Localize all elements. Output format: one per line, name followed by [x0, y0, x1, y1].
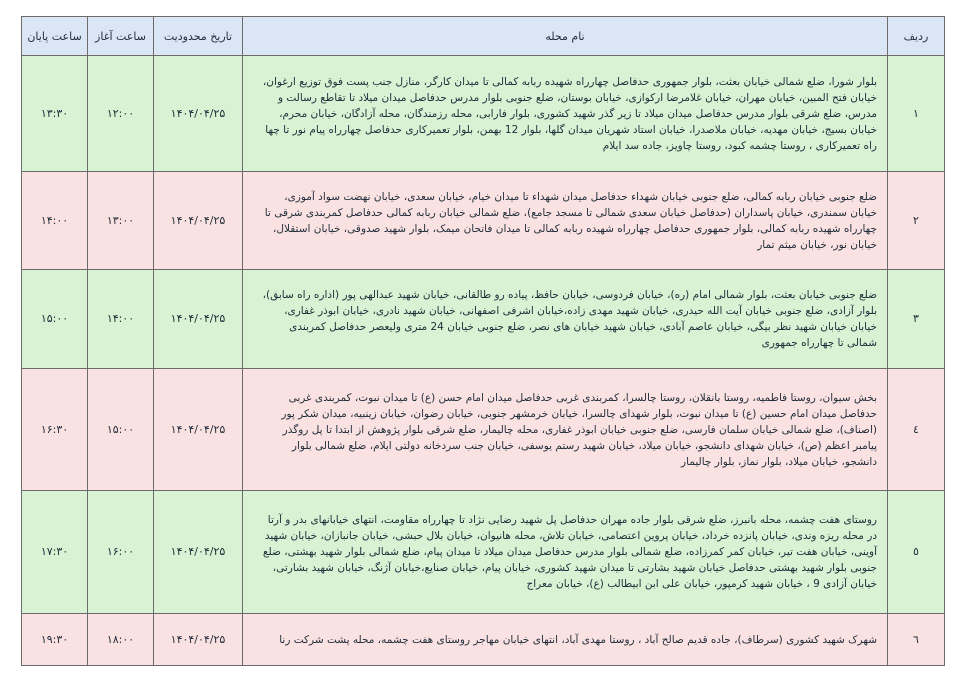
end-time: ۱۳:۳۰	[22, 56, 88, 172]
table-row	[22, 369, 945, 491]
header-start-time: ساعت آغاز	[88, 17, 154, 56]
restriction-date: ۱۴۰۴/۰۴/۲۵	[154, 491, 243, 614]
table-row	[22, 491, 945, 614]
header-row	[22, 17, 945, 56]
row-number: ٣	[888, 270, 945, 369]
row-number: ٢	[888, 172, 945, 270]
row-number: ١	[888, 56, 945, 172]
area-names: روستای هفت چشمه، محله بانبرز، ضلع شرقی بلوار جاده مهران حدفاصل پل شهید رضایی نژاد تا چهارراه مقاومت، انتهای خیابانهای بدر و آرتا در محله ریزه وندی، خیابان پانزده خرداد، خیابان پروین اعتصامی، خیابان تلاش، محله هانیوان، خیابان بلال حبشی، خیابان جانبازان، خیابان شهید آوینی، خیابان هفت تیر، خیابان کمر کمرزاده، ضلع شمالی بلوار مدرس حدفاصل میدان میلاد تا میدان پیام، ضلع شمالی بلوار شهید بهشتی، ضلع جنوبی بلوار شهید بهشتی حدفاصل خیابان شهید بشارتی تا میدان شهید کشوری، خیابان پیام، خیابان صنایع،خیابان آژنگ، خیابان شهید بشارتی، خیابان آزادی 9 ، خیابان شهید کرمپور، خیابان علی ابن ابیطالب (ع)، خیابان معراج	[243, 491, 888, 614]
start-time: ۱۲:۰۰	[88, 56, 154, 172]
outage-schedule-table	[21, 16, 945, 666]
end-time: ۱۹:۳۰	[22, 614, 88, 666]
table-row	[22, 614, 945, 666]
area-names: ضلع جنوبی خیابان بعثت، بلوار شمالی امام (ره)، خیابان فردوسی، خیابان حافظ، پیاده رو طالقانی، خیابان شهید عبدالهی پور (اداره راه سابق)، بلوار آزادی، ضلع جنوبی خیابان آیت الله حیدری، خیابان شهید مهدی زاده،خیابان اشرفی اصفهانی، خیابان شهید نادری، خیابان ابوذر غفاری، خیابان خیابان شهید نظر بیگی، خیابان عاصم آبادی، خیابان شهید خیابان های نصر، ضلع جنوبی خیابان 24 متری ولیعصر حدفاصل کمربندی شمالی تا چهارراه جمهوری	[243, 270, 888, 369]
row-number: ٤	[888, 369, 945, 491]
table-row	[22, 172, 945, 270]
start-time: ۱۵:۰۰	[88, 369, 154, 491]
start-time: ۱۶:۰۰	[88, 491, 154, 614]
restriction-date: ۱۴۰۴/۰۴/۲۵	[154, 369, 243, 491]
restriction-date: ۱۴۰۴/۰۴/۲۵	[154, 56, 243, 172]
end-time: ۱۴:۰۰	[22, 172, 88, 270]
header-restriction-date: تاریخ محدودیت	[154, 17, 243, 56]
start-time: ۱۸:۰۰	[88, 614, 154, 666]
header-end-time: ساعت پایان	[22, 17, 88, 56]
area-names: شهرک شهید کشوری (سرطاف)، جاده قدیم صالح آباد ، روستا مهدی آباد، انتهای خیابان مهاجر روستای هفت چشمه، محله پشت شرکت رنا	[243, 614, 888, 666]
row-number: ٥	[888, 491, 945, 614]
start-time: ۱۴:۰۰	[88, 270, 154, 369]
restriction-date: ۱۴۰۴/۰۴/۲۵	[154, 614, 243, 666]
table-row	[22, 56, 945, 172]
restriction-date: ۱۴۰۴/۰۴/۲۵	[154, 172, 243, 270]
area-names: ضلع جنوبی خیابان ربابه کمالی، ضلع جنوبی خیابان شهداء حدفاصل میدان شهداء تا میدان خیام، خیابان سعدی، خیابان نهضت سواد آموزی، خیابان سمندری، خیابان پاسداران (حدفاصل خیابان سعدی شمالی تا مسجد جامع)، ضلع شمالی خیابان ربابه کمالی حدفاصل کمربندی شرقی تا چهارراه شهیده ربابه کمالی، بلوار جمهوری حدفاصل چهارراه شهیده ربابه کمالی تا میدان فاتحان میمک، بلوار شهید صدوقی، خیابان استقلال، خیابان نور، خیابان میثم تمار	[243, 172, 888, 270]
start-time: ۱۳:۰۰	[88, 172, 154, 270]
row-number: ٦	[888, 614, 945, 666]
end-time: ۱۵:۰۰	[22, 270, 88, 369]
restriction-date: ۱۴۰۴/۰۴/۲۵	[154, 270, 243, 369]
table-row	[22, 270, 945, 369]
area-names: بخش سیوان، روستا فاطمیه، روستا بانقلان، روستا چالسرا، کمربندی غربی حدفاصل میدان امام حسن (ع) تا میدان نبوت، کمربندی غربی حدفاصل میدان امام حسین (ع) تا میدان نبوت، بلوار شهدای چالسرا، خیابان خرمشهر جنوبی، خیابان رضوان، خیابان زینبیه، میدان شکر پور (اصناف)، ضلع شمالی خیابان سلمان فارسی، ضلع جنوبی خیابان ابوذر غفاری، محله چالیمار، ضلع شرقی بلوار پژوهش از ابتدا تا پل روگذر پیامبر اعظم (ص)، خیابان شهدای دانشجو، خیابان میلاد، خیابان شهید رستم یوسفی، خیابان جنب سردخانه دولتی ایلام، ضلع شمالی بلوار دانشجو، خیابان میلاد، بلوار نماز، بلوار چالیمار	[243, 369, 888, 491]
end-time: ۱۷:۳۰	[22, 491, 88, 614]
header-row-number: ردیف	[888, 17, 945, 56]
area-names: بلوار شورا، ضلع شمالی خیابان بعثت، بلوار جمهوری حدفاصل چهارراه شهیده ربابه کمالی تا میدان کارگر، منازل جنب پست فوق توزیع ارغوان، خیابان فتح المبین، خیابان مهران، خیابان غلامرضا ارکوازی، خیابان بوستان، ضلع جنوبی بلوار مدرس حدفاصل میدان میلاد تا تقاطع رسالت و مدرس، ضلع شرقی بلوار مدرس حدفاصل میدان میلاد تا زیر گذر شهید کشوری، بلوار فارابی، محله رزمندگان، محله آزادگان، خیابان محرم، خیابان بسیج، خیابان مهدیه، خیابان ملاصدرا، خیابان استاد شهریان میدان گلها، بلوار 12 بهمن، بلوار تعمیرکاری حدفاصل چهارراه پیام نور تا چها راه تعمیرکاری ، روستا چشمه کبود، روستا چاویز، جاده سد ایلام	[243, 56, 888, 172]
end-time: ۱۶:۳۰	[22, 369, 88, 491]
header-area-name: نام محله	[243, 17, 888, 56]
